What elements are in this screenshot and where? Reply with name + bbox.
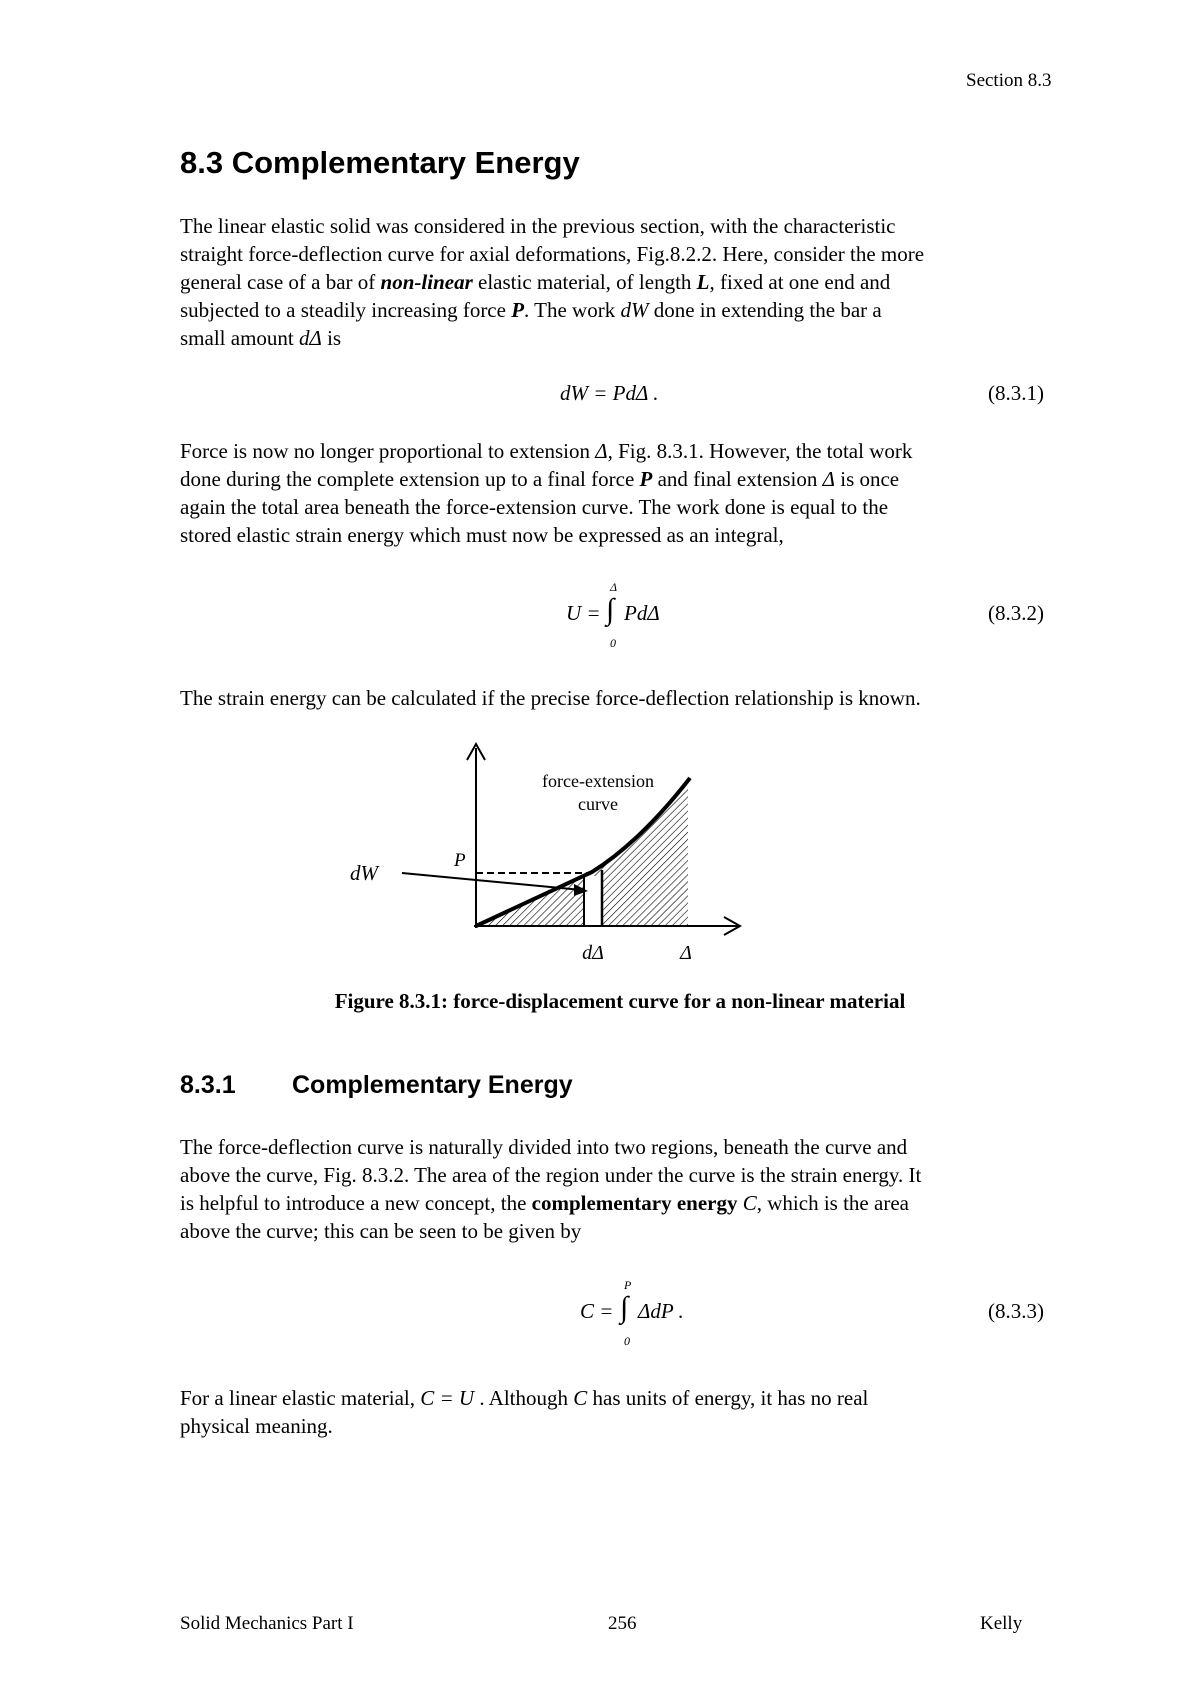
text-line: done during the complete extension up to a final force P and final extension Δ is once — [180, 467, 900, 491]
paragraph-complementary — [180, 1133, 1080, 1245]
equation-number: (8.3.1) — [988, 381, 1044, 405]
integral-sign: ∫ — [606, 593, 615, 626]
equation-number: (8.3.3) — [988, 1299, 1044, 1323]
page-number: 256 — [608, 1613, 637, 1634]
equation-8-3-3 — [580, 1278, 720, 1350]
integral-sign: ∫ — [620, 1291, 629, 1324]
subsection-number: 8.3.1 — [180, 1071, 236, 1099]
equation-8-3-1: dW = PdΔ . — [560, 381, 659, 405]
paragraph-strain-energy: The strain energy can be calculated if the precise force-deflection relationship is known. — [180, 686, 921, 710]
equation-lhs: C = — [580, 1299, 614, 1323]
text-line: general case of a bar of non-linear elastic material, of length L, fixed at one end and — [180, 270, 891, 294]
footer-right: Kelly — [980, 1613, 1023, 1634]
equation-lhs: U = — [566, 601, 601, 625]
force-extension-figure — [330, 730, 780, 970]
text-line: above the curve, Fig. 8.3.2. The area of the region under the curve is the strain energy. It — [180, 1163, 922, 1187]
integral-upper-limit: Δ — [610, 580, 618, 594]
text-line: is helpful to introduce a new concept, the complementary energy C, which is the area — [180, 1191, 909, 1215]
dW-label: dW — [350, 861, 378, 885]
text-line: straight force-deflection curve for axial deformations, Fig.8.2.2. Here, consider the more — [180, 242, 925, 266]
increment-strip — [584, 876, 602, 926]
integral-lower-limit: 0 — [610, 636, 616, 650]
integrand: ΔdP . — [638, 1299, 684, 1323]
integral-upper-limit: P — [624, 1278, 632, 1292]
equation-8-3-2 — [566, 580, 706, 652]
equation-number: (8.3.2) — [988, 601, 1044, 625]
text-line: For a linear elastic material, C = U . Although C has units of energy, it has no real — [180, 1386, 869, 1410]
dDelta-label: dΔ — [582, 942, 604, 964]
text-line: Force is now no longer proportional to extension Δ, Fig. 8.3.1. However, the total work — [180, 439, 913, 463]
text-line: small amount dΔ is — [180, 326, 342, 350]
integral-lower-limit: 0 — [624, 1334, 630, 1348]
text-line: subjected to a steadily increasing force P. The work dW done in extending the bar a — [180, 298, 882, 322]
curve-label-line2: curve — [578, 794, 618, 814]
running-header: Section 8.3 — [966, 70, 1052, 91]
figure-caption: Figure 8.3.1: force-displacement curve for a non-linear material — [334, 989, 906, 1013]
curve-label-line1: force-extension — [542, 771, 654, 791]
text-line: physical meaning. — [180, 1414, 333, 1438]
text-line: above the curve; this can be seen to be given by — [180, 1219, 582, 1243]
text-line: again the total area beneath the force-extension curve. The work done is equal to the — [180, 495, 889, 519]
text-line: The force-deflection curve is naturally divided into two regions, beneath the curve and — [180, 1135, 908, 1159]
integrand: PdΔ — [624, 601, 660, 625]
text-line: The linear elastic solid was considered in the previous section, with the characteristic — [180, 214, 896, 238]
P-label: P — [454, 850, 466, 871]
text-line: stored elastic strain energy which must now be expressed as an integral, — [180, 523, 784, 547]
dW-pointer — [402, 873, 582, 890]
Delta-label: Δ — [680, 942, 692, 964]
paragraph-work — [180, 437, 1050, 549]
paragraph-linear — [180, 1384, 1080, 1440]
subsection-title: Complementary Energy — [292, 1071, 573, 1099]
section-title: 8.3 Complementary Energy — [180, 145, 580, 180]
paragraph-intro — [180, 212, 1050, 352]
footer-left: Solid Mechanics Part I — [180, 1613, 354, 1634]
